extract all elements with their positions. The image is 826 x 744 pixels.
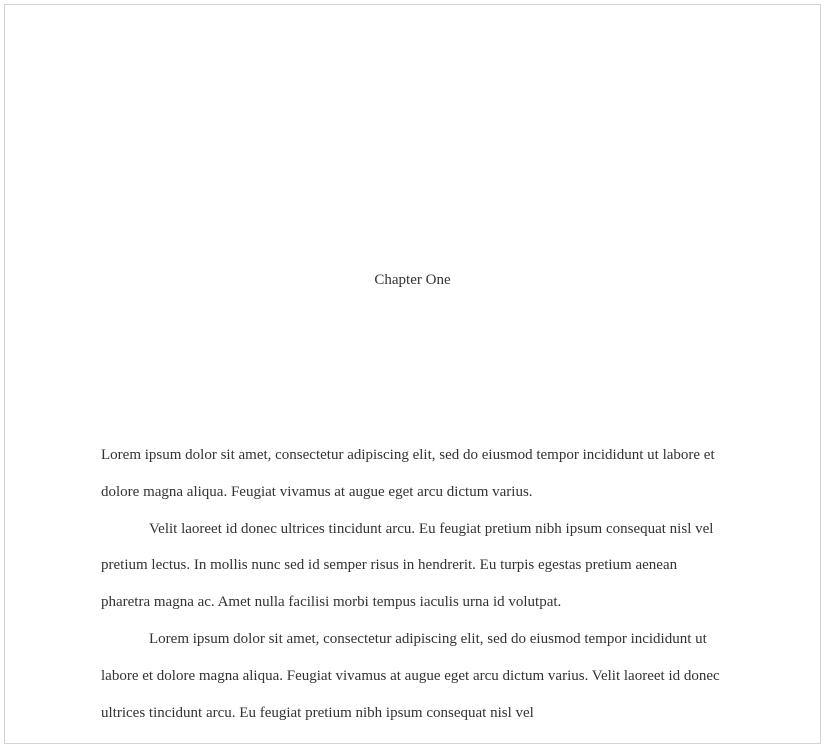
body-paragraph: Lorem ipsum dolor sit amet, consectetur adipiscing elit, sed do eiusmod tempor incididunt ut labore et dolore magna aliqua. Feugiat vivamus at augue eget arcu dictum varius. — [101, 447, 715, 500]
chapter-body — [101, 437, 729, 731]
body-paragraph: Lorem ipsum dolor sit amet, consectetur adipiscing elit, sed do eiusmod tempor incididunt ut labore et dolore magna aliqua. Feugiat vivamus at augue eget arcu dictum varius. Velit laoreet id donec ultrices tincidunt arcu. Eu feugiat pretium nibh ipsum consequat nisl vel — [101, 630, 720, 721]
body-paragraph: Velit laoreet id donec ultrices tincidunt arcu. Eu feugiat pretium nibh ipsum consequat nisl vel pretium lectus. In mollis nunc sed id semper risus in hendrerit. Eu turpis egestas pretium aenean pharetra magna ac. Amet nulla facilisi morbi tempus iaculis urna id volutpat. — [101, 520, 714, 611]
chapter-title: Chapter One — [374, 272, 451, 288]
document-page — [4, 4, 821, 744]
